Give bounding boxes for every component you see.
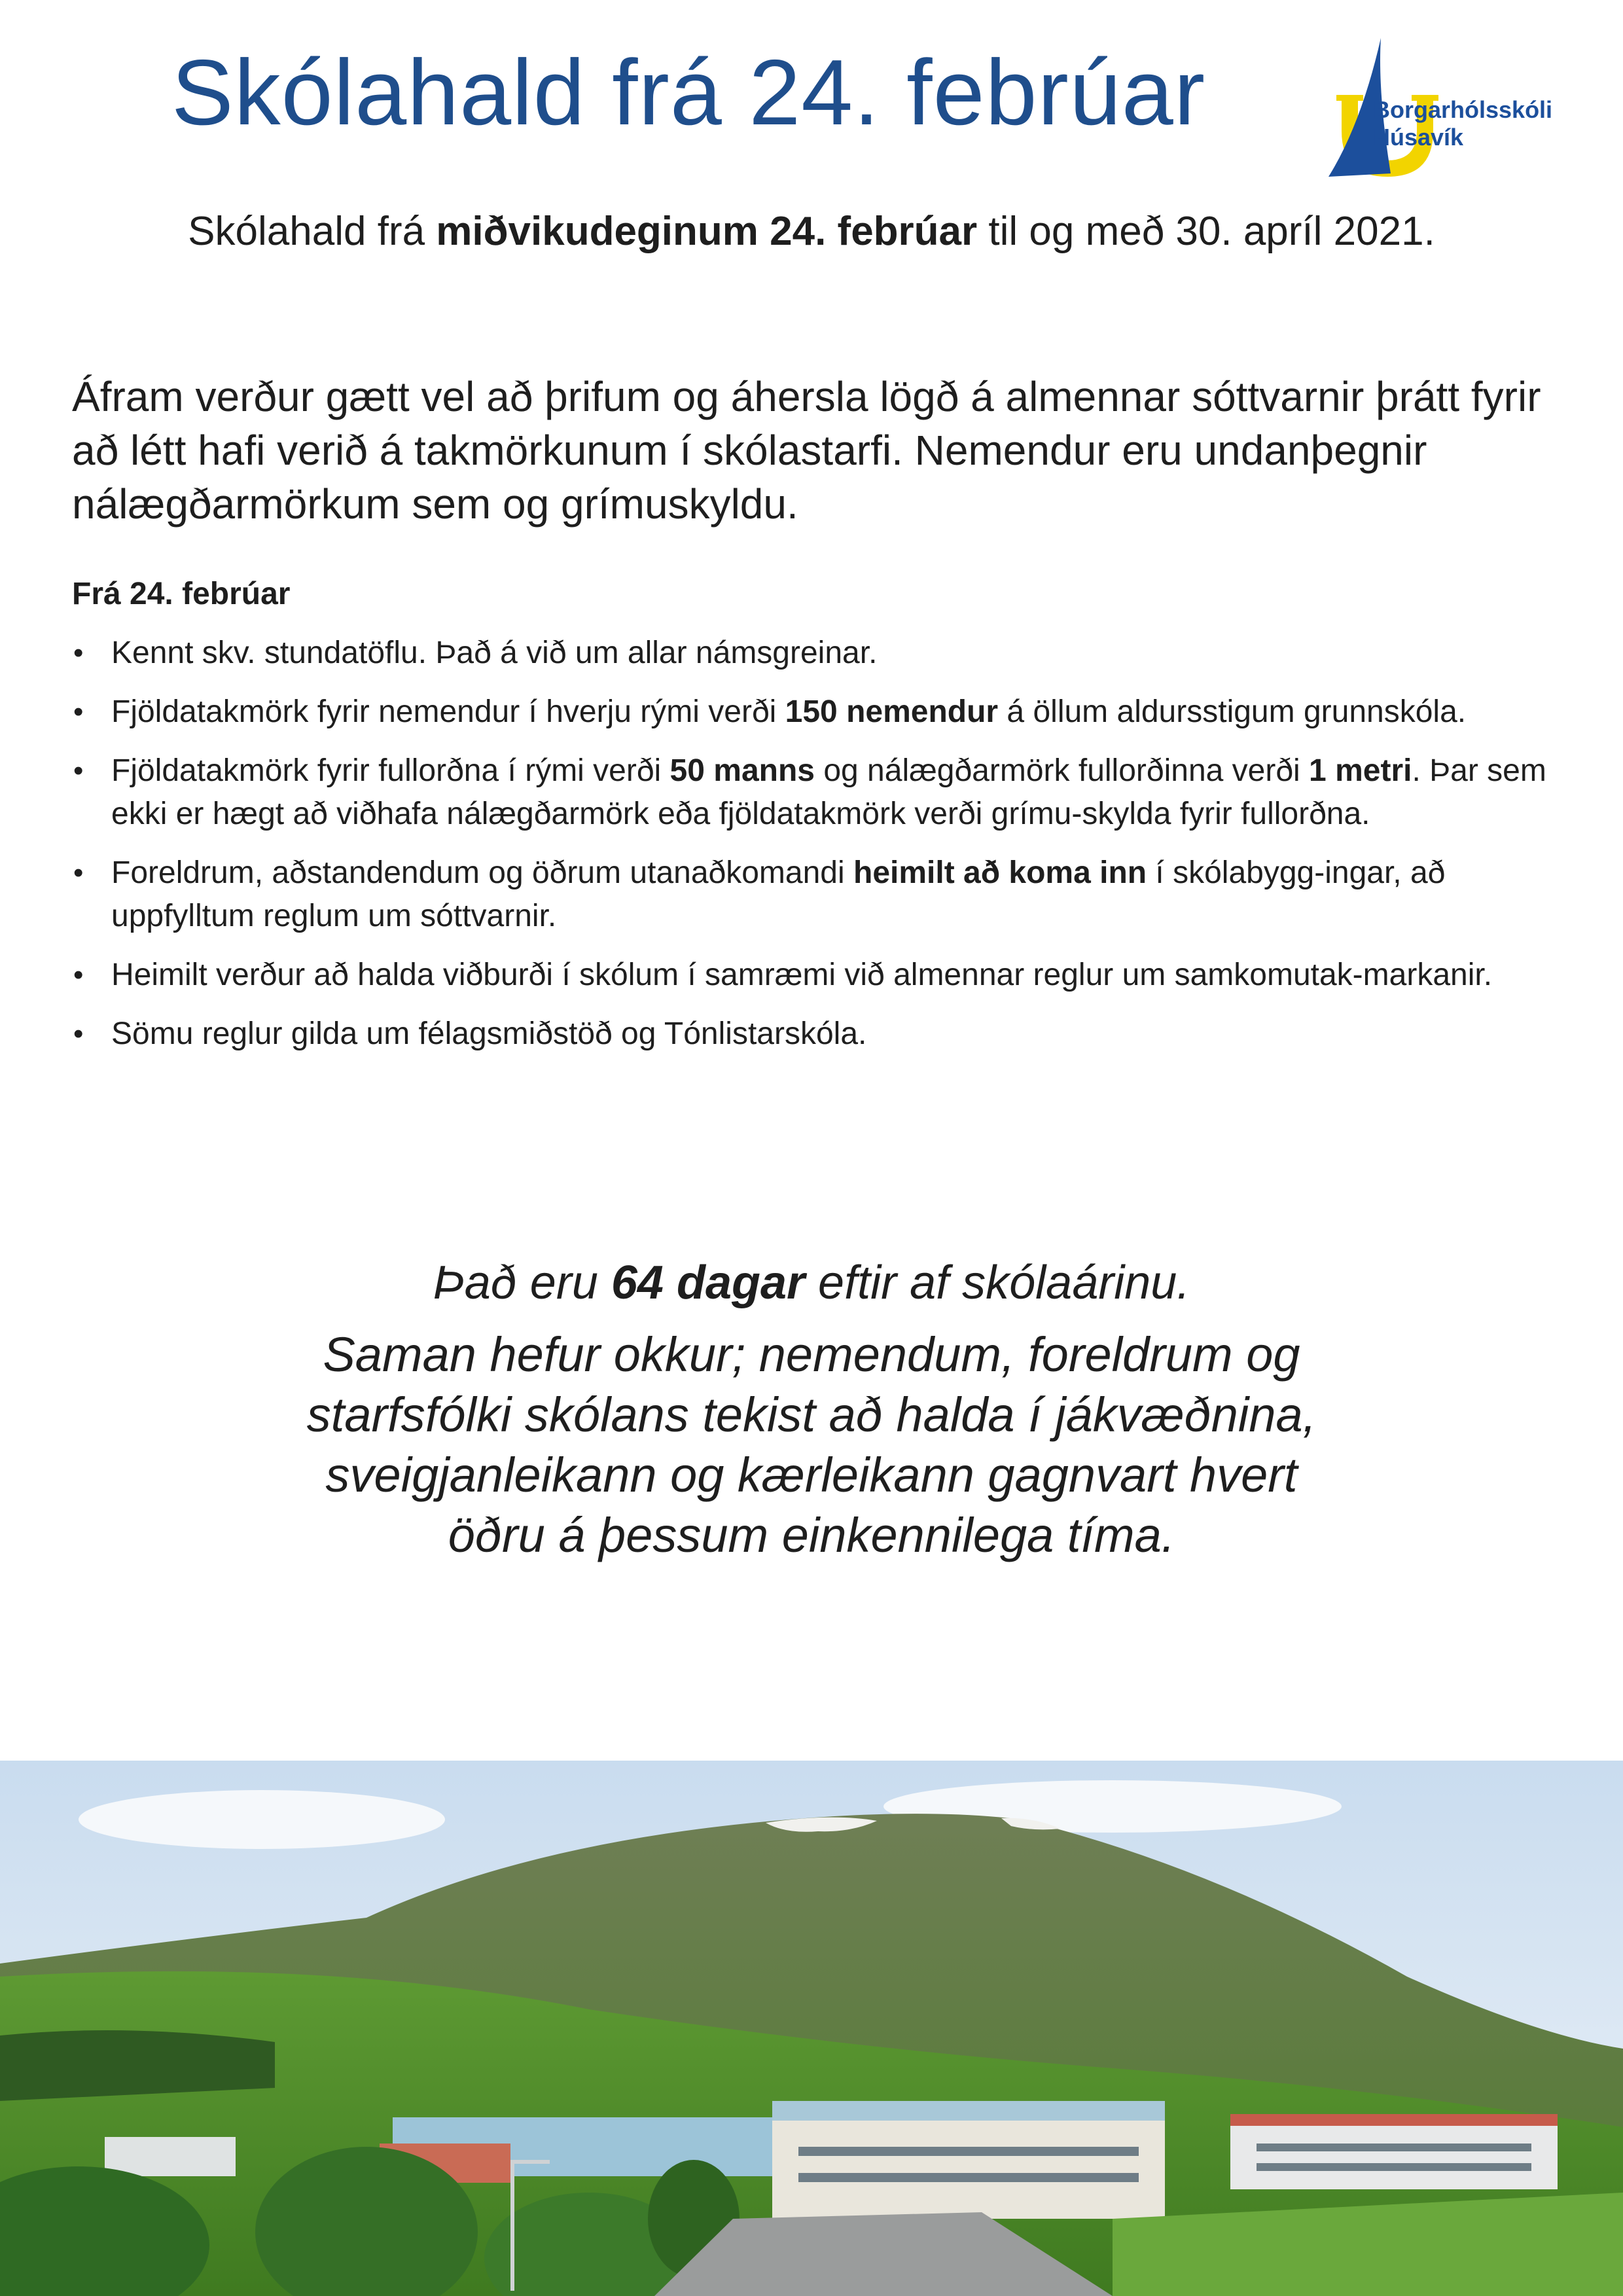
school-logo xyxy=(1315,33,1590,190)
school-landscape-photo xyxy=(0,1761,1623,2296)
list-item: • Kennt skv. stundatöflu. Það á við um allar námsgreinar. xyxy=(72,632,1564,675)
closing-line: sveigjanleikann og kærleikann gagnvart hvert xyxy=(325,1448,1298,1502)
closing-line: Saman hefur okkur; nemendum, foreldrum og xyxy=(323,1327,1300,1382)
logo-text-line2: Húsavík xyxy=(1373,124,1464,151)
list-item: • Fjöldatakmörk fyrir fullorðna í rými verði 50 manns og nálægðarmörk fullorðinna verði 1 metri. Þar sem ekki er hægt að viðhafa nálægðarmörk eða fjöldatakmörk verði grímu-skylda fyrir fullorðna. xyxy=(72,749,1564,836)
bullet-icon: • xyxy=(73,637,84,669)
list-item: • Fjöldatakmörk fyrir nemendur í hverju rými verði 150 nemendur á öllum aldursstigum grunnskóla. xyxy=(72,691,1564,734)
bullet-icon: • xyxy=(73,857,84,889)
closing-message xyxy=(0,1250,1623,1566)
rules-list xyxy=(72,632,1564,1071)
list-item: • Heimilt verður að halda viðburði í skólum í samræmi við almennar reglur um samkomutak-markanir. xyxy=(72,954,1564,997)
closing-line: öðru á þessum einkennilega tíma. xyxy=(448,1508,1175,1562)
days-remaining: Það eru 64 dagar eftir af skólaárinu. xyxy=(433,1257,1190,1309)
bullet-icon: • xyxy=(73,755,84,787)
bullet-icon: • xyxy=(73,959,84,991)
lead-paragraph: Áfram verður gætt vel að þrifum og áhersla lögð á almennar sóttvarnir þrátt fyrir að létt hafi verið á takmörkunum í skólastarfi. Nemendur eru undanþegnir nálægðarmörkum sem og grímuskyldu. xyxy=(72,373,1541,528)
intro-line xyxy=(0,208,1623,255)
intro-part1: Skólahald frá xyxy=(188,209,437,254)
bullet-icon: • xyxy=(73,696,84,728)
list-item: • Sömu reglur gilda um félagsmiðstöð og Tónlistarskóla. xyxy=(72,1013,1564,1056)
intro-bold: miðvikudeginum 24. febrúar xyxy=(436,209,978,254)
logo-text-line1: Borgarhólsskóli xyxy=(1373,96,1553,123)
list-item: • Foreldrum, aðstandendum og öðrum utanaðkomandi heimilt að koma inn í skólabygg-ingar, að uppfylltum reglum um sóttvarnir. xyxy=(72,852,1564,938)
intro-part2: til og með 30. apríl 2021. xyxy=(977,209,1435,254)
page-title: Skólahald frá 24. febrúar xyxy=(171,41,1206,145)
section-heading: Frá 24. febrúar xyxy=(72,577,291,611)
bullet-icon: • xyxy=(73,1018,84,1050)
closing-line: starfsfólki skólans tekist að halda í jákvæðnina, xyxy=(306,1388,1317,1442)
